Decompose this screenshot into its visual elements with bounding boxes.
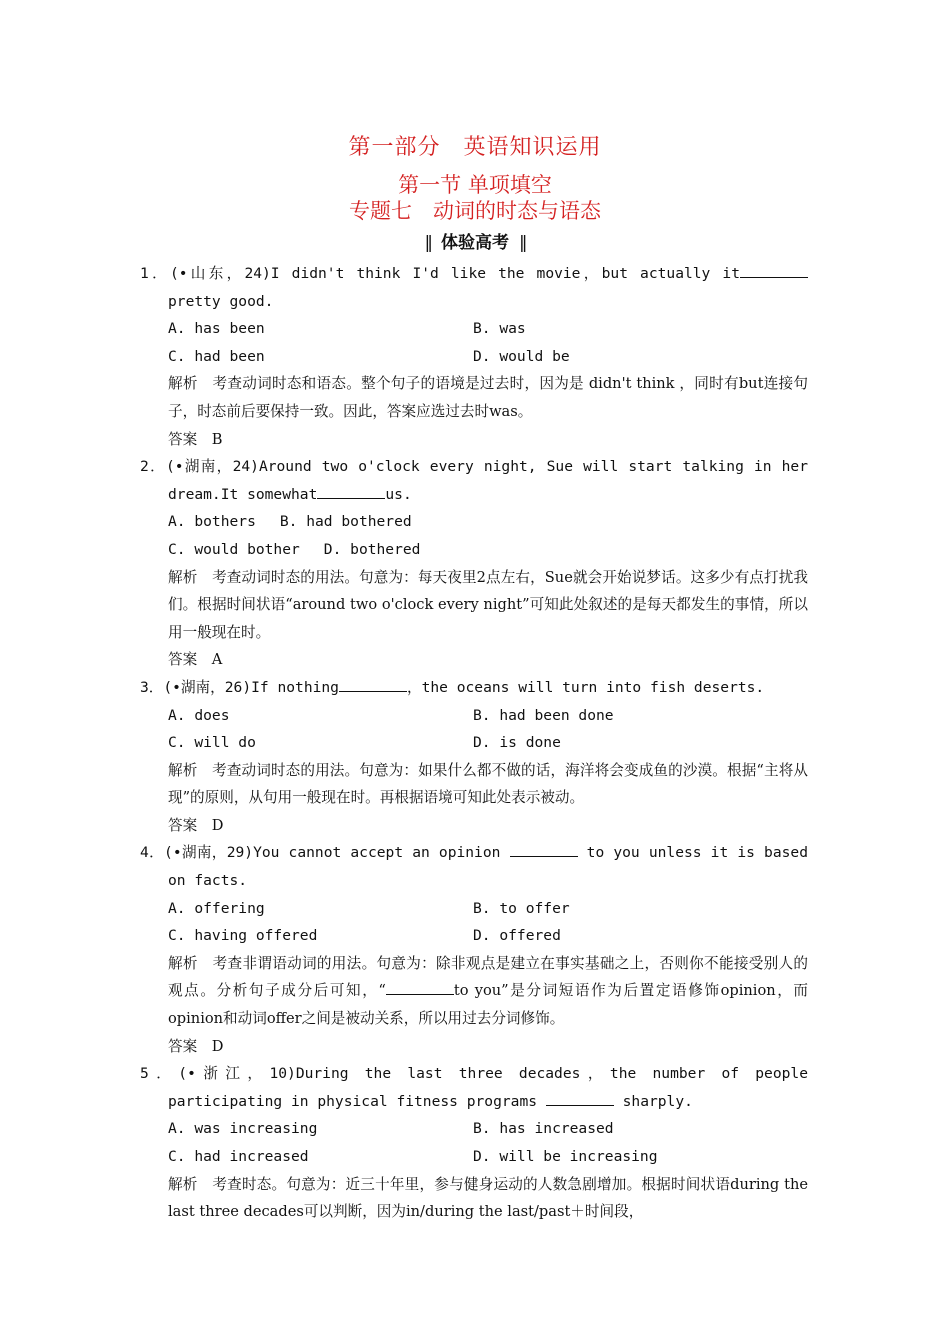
options-row xyxy=(140,702,808,730)
question-item xyxy=(140,674,808,840)
question-text xyxy=(140,839,808,894)
question-stem-pre: (•湖南，24)Around two o'clock every night, Sue will start talking in her dream.It somewhat xyxy=(166,458,808,503)
question-stem-pre: (•山东，24)I didn't think I'd like the movie，but actually it xyxy=(169,265,740,282)
option-b: B. had been done xyxy=(473,706,614,724)
option-b: B. has increased xyxy=(473,1120,614,1138)
question-number: 3． xyxy=(140,678,164,696)
question-item xyxy=(140,453,808,674)
option-c: C. would bother xyxy=(168,540,300,558)
options-row xyxy=(140,315,808,343)
option-a: A. does xyxy=(168,706,230,724)
option-a: A. offering xyxy=(168,899,265,917)
question-stem-post: sharply. xyxy=(622,1092,693,1110)
question-stem-pre: (•湖南，29)You cannot accept an opinion xyxy=(164,844,501,862)
question-stem-post: to you unless it is based on facts. xyxy=(168,844,808,890)
option-b: B. had bothered xyxy=(279,513,412,531)
question-number: 1． xyxy=(140,265,170,282)
question-list xyxy=(140,260,808,1226)
question-number: 4． xyxy=(140,844,165,862)
question-number: 2． xyxy=(140,458,166,476)
analysis-text: 解析 考查动词时态和语态。整个句子的语境是过去时，因为是 didn't think ，同时有but连接句子，时态前后要保持一致。因此，答案应选过去时was。 xyxy=(168,375,808,420)
analysis-text: 解析 考查动词时态的用法。句意为：如果什么都不做的话，海洋将会变成鱼的沙漠。根据“主将从现”的原则，从句用一般现在时。再根据语境可知此处表示被动。 xyxy=(168,761,808,807)
option-a: A. has been xyxy=(168,320,265,338)
options-row xyxy=(140,1143,808,1171)
question-text xyxy=(140,453,808,508)
question-stem-pre: (•浙江，10)During the last three decades，the number of people participating in physical fitness programs xyxy=(168,1065,808,1110)
analysis-blank xyxy=(386,978,454,995)
title-block xyxy=(0,132,950,256)
question-item xyxy=(140,1060,808,1226)
question-text xyxy=(140,260,808,315)
question-number: 5． xyxy=(140,1065,179,1083)
option-d: D. bothered xyxy=(323,540,421,558)
left-bar-icon: ‖ xyxy=(424,233,431,253)
answer-blank xyxy=(740,261,808,278)
subsection-title xyxy=(0,230,950,256)
question-text xyxy=(140,674,808,702)
options-row xyxy=(140,508,808,536)
answer-text: 答案 B xyxy=(168,430,223,448)
options-row xyxy=(140,536,808,564)
question-item xyxy=(140,839,808,1060)
analysis-pre: 解析 考查非谓语动词的用法。句意为：除非观点是建立在事实基础之上，否则你不能接受别人的观点。分析句子成分后可知，“ xyxy=(168,954,808,1000)
answer-text: 答案 D xyxy=(168,816,224,834)
answer-blank xyxy=(317,482,385,499)
option-d: D. offered xyxy=(473,927,561,945)
subsection-label: 体验高考 xyxy=(441,233,509,253)
question-stem-post: pretty good. xyxy=(168,292,274,310)
option-b: B. was xyxy=(473,320,526,338)
answer-text: 答案 D xyxy=(168,1037,224,1055)
option-a: A. bothers xyxy=(168,513,256,531)
analysis-text: 解析 考查时态。句意为：近三十年里，参与健身运动的人数急剧增加。根据时间状语during the last three decades可以判断，因为in/during the last/past＋时间段， xyxy=(168,1175,808,1221)
option-c: C. will do xyxy=(168,734,256,752)
topic-title: 专题七 动词的时态与语态 xyxy=(349,199,601,223)
option-d: D. is done xyxy=(473,734,561,752)
analysis-text: 解析 考查动词时态的用法。句意为：每天夜里2点左右，Sue就会开始说梦话。这多少有点打扰我们。根据时间状语“around two o'clock every night”可知此处叙述的是每天都发生的事情，所以用一般现在时。 xyxy=(168,568,808,641)
question-stem-post: us. xyxy=(385,485,412,503)
option-c: C. had increased xyxy=(168,1148,309,1165)
option-c: C. having offered xyxy=(168,927,318,945)
analysis-text xyxy=(140,950,808,1033)
answer-text: 答案 A xyxy=(168,651,223,669)
section-title: 第一节 单项填空 xyxy=(398,173,552,197)
options-row xyxy=(140,922,808,950)
question-text xyxy=(140,1060,808,1115)
options-row xyxy=(140,729,808,757)
option-c: C. had been xyxy=(168,347,265,365)
options-row xyxy=(140,895,808,923)
options-row xyxy=(140,343,808,371)
answer-blank xyxy=(339,675,407,692)
question-item xyxy=(140,260,808,453)
options-row xyxy=(140,1115,808,1143)
part-title: 第一部分 英语知识运用 xyxy=(348,135,602,160)
analysis-post: to you”是分词短语作为后置定语修饰opinion，而opinion和动词offer之间是被动关系，所以用过去分词修饰。 xyxy=(168,982,808,1028)
answer-blank xyxy=(510,840,578,857)
right-bar-icon: ‖ xyxy=(519,233,526,253)
answer-blank xyxy=(546,1089,614,1106)
question-stem-post: ，the oceans will turn into fish deserts. xyxy=(406,678,765,696)
option-b: B. to offer xyxy=(473,899,570,917)
option-d: D. will be increasing xyxy=(473,1148,658,1165)
option-a: A. was increasing xyxy=(168,1120,318,1138)
option-d: D. would be xyxy=(473,347,570,365)
question-stem-pre: (•湖南，26)If nothing xyxy=(163,678,339,696)
